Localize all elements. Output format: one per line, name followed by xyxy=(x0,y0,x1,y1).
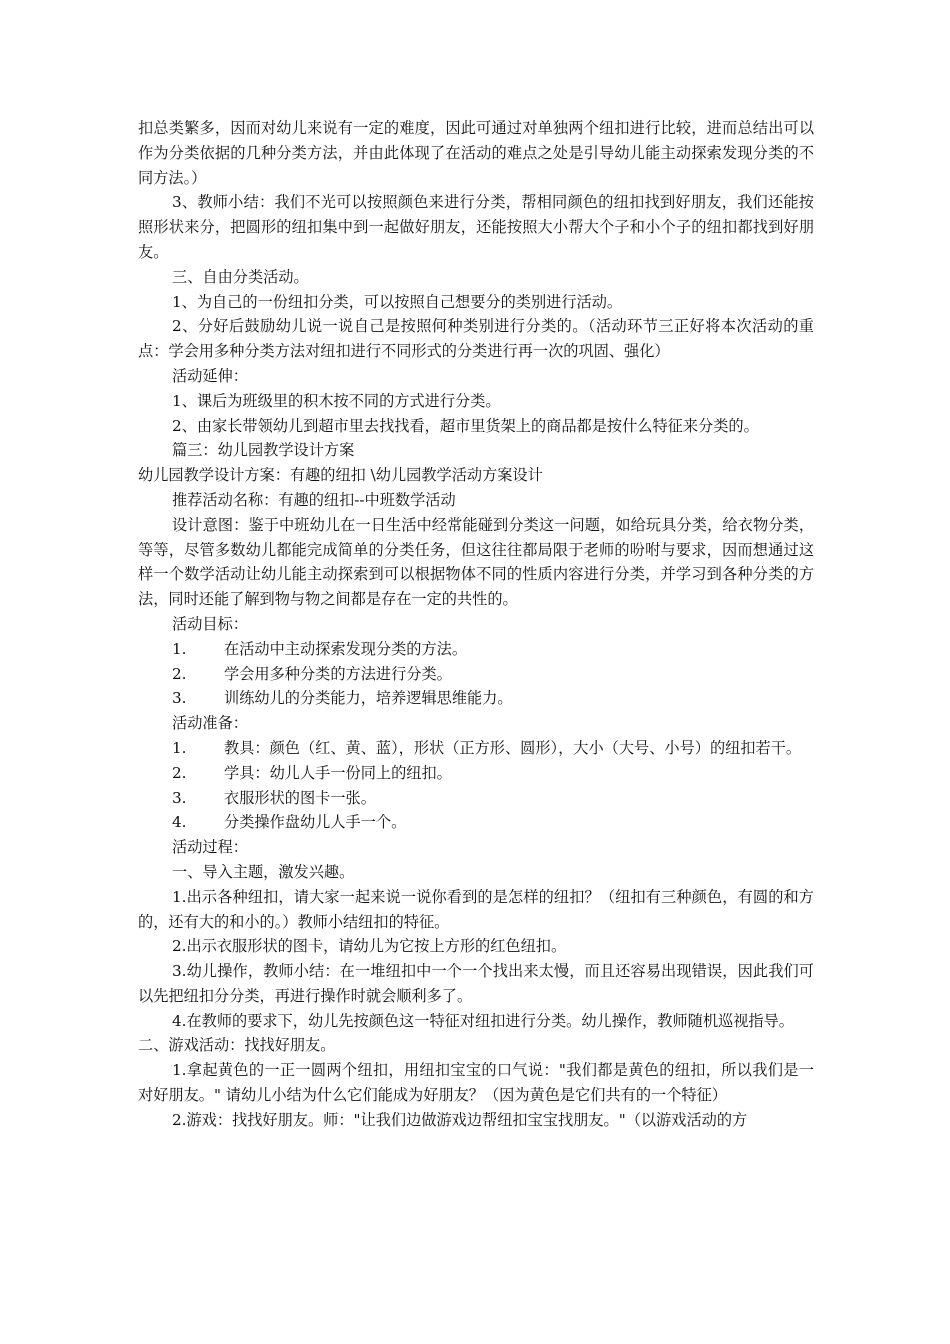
item-text: 分类操作盘幼儿人手一个。 xyxy=(224,813,407,832)
preparation-item xyxy=(138,736,814,761)
item-text: 教具：颜色（红、黄、蓝），形状（正方形、圆形），大小（大号、小号）的纽扣若干。 xyxy=(224,738,802,757)
preparation-item xyxy=(138,786,814,811)
item-number: 3. xyxy=(172,788,187,807)
item-number: 3. xyxy=(172,689,187,708)
list-item: 1、课后为班级里的积木按不同的方式进行分类。 xyxy=(172,391,501,410)
section-heading: 活动过程： xyxy=(172,838,248,857)
item-text: 衣服形状的图卡一张。 xyxy=(224,788,376,807)
objective-item xyxy=(138,637,814,662)
list-item: 1、为自己的一份纽扣分类，可以按照自己想要分的类别进行活动。 xyxy=(172,292,623,311)
paragraph: 扣总类繁多，因而对幼儿来说有一定的难度，因此可通过对单独两个纽扣进行比较，进而总结出可以作为分类依据的几种分类方法，并由此体现了在活动的难点之处是引导幼儿能主动探索发现分类的不同方法。） xyxy=(138,119,814,187)
step-item: 4.在教师的要求下，幼儿先按颜色这一特征对纽扣进行分类。幼儿操作，教师随机巡视指导。 xyxy=(172,1011,794,1030)
item-number: 2. xyxy=(172,763,187,782)
step-heading: 二、游戏活动：找找好朋友。 xyxy=(138,1036,336,1055)
objective-item xyxy=(138,686,814,711)
preparation-item xyxy=(138,761,814,786)
section-heading: 活动准备： xyxy=(172,714,248,733)
item-text: 在活动中主动探索发现分类的方法。 xyxy=(224,639,467,658)
step-item: 1.拿起黄色的一正一圆两个纽扣，用纽扣宝宝的口气说："我们都是黄色的纽扣，所以我们是一对好朋友。" 请幼儿小结为什么它们能成为好朋友？（因为黄色是它们共有的一个特征） xyxy=(138,1061,814,1105)
step-item: 2.游戏：找找好朋友。师："让我们边做游戏边帮纽扣宝宝找朋友。"（以游戏活动的方 xyxy=(172,1110,748,1129)
item-number: 4. xyxy=(172,813,187,832)
activity-name: 推荐活动名称：有趣的纽扣--中班数学活动 xyxy=(172,490,456,509)
document-title: 幼儿园教学设计方案：有趣的纽扣 \幼儿园教学活动方案设计 xyxy=(138,466,543,485)
item-text: 训练幼儿的分类能力，培养逻辑思维能力。 xyxy=(224,689,513,708)
design-intent: 设计意图：鉴于中班幼儿在一日生活中经常能碰到分类这一问题，如给玩具分类，给衣物分类，等等，尽管多数幼儿都能完成简单的分类任务，但这往往都局限于老师的吩咐与要求，因而想通过这样一个数学活动让幼儿能主动探索到可以根据物体不同的性质内容进行分类，并学习到各种分类的方法，同时还能了解到物与物之间都是存在一定的共性的。 xyxy=(138,515,814,609)
chapter-heading: 篇三：幼儿园教学设计方案 xyxy=(172,441,355,460)
item-text: 学会用多种分类的方法进行分类。 xyxy=(224,664,452,683)
preparation-item xyxy=(138,810,814,835)
item-number: 1. xyxy=(172,738,187,757)
list-item: 2、分好后鼓励幼儿说一说自己是按照何种类别进行分类的。（活动环节三正好将本次活动的重点：学会用多种分类方法对纽扣进行不同形式的分类进行再一次的巩固、强化） xyxy=(138,317,814,361)
item-text: 学具：幼儿人手一份同上的纽扣。 xyxy=(224,763,452,782)
step-item: 3.幼儿操作，教师小结：在一堆纽扣中一个一个找出来太慢，而且还容易出现错误，因此我们可以先把纽扣分分类，再进行操作时就会顺利多了。 xyxy=(138,962,814,1005)
section-heading: 活动延伸： xyxy=(172,366,248,385)
list-item: 2、由家长带领幼儿到超市里去找找看，超市里货架上的商品都是按什么特征来分类的。 xyxy=(172,416,759,435)
item-number: 2. xyxy=(172,664,187,683)
section-heading: 活动目标： xyxy=(172,614,248,633)
paragraph: 3、教师小结：我们不光可以按照颜色来进行分类，帮相同颜色的纽扣找到好朋友，我们还能按照形状来分，把圆形的纽扣集中到一起做好朋友，还能按照大小帮大个子和小个子的纽扣都找到好朋友。 xyxy=(138,193,814,261)
step-item: 1.出示各种纽扣，请大家一起来说一说你看到的是怎样的纽扣？（纽扣有三种颜色，有圆的和方的，还有大的和小的。）教师小结纽扣的特征。 xyxy=(138,887,814,931)
document-body xyxy=(138,116,814,1133)
step-heading: 一、导入主题，激发兴趣。 xyxy=(172,862,355,881)
objective-item xyxy=(138,662,814,687)
step-item: 2.出示衣服形状的图卡，请幼儿为它按上方形的红色纽扣。 xyxy=(172,937,567,956)
section-heading: 三、自由分类活动。 xyxy=(172,267,309,286)
item-number: 1. xyxy=(172,639,187,658)
